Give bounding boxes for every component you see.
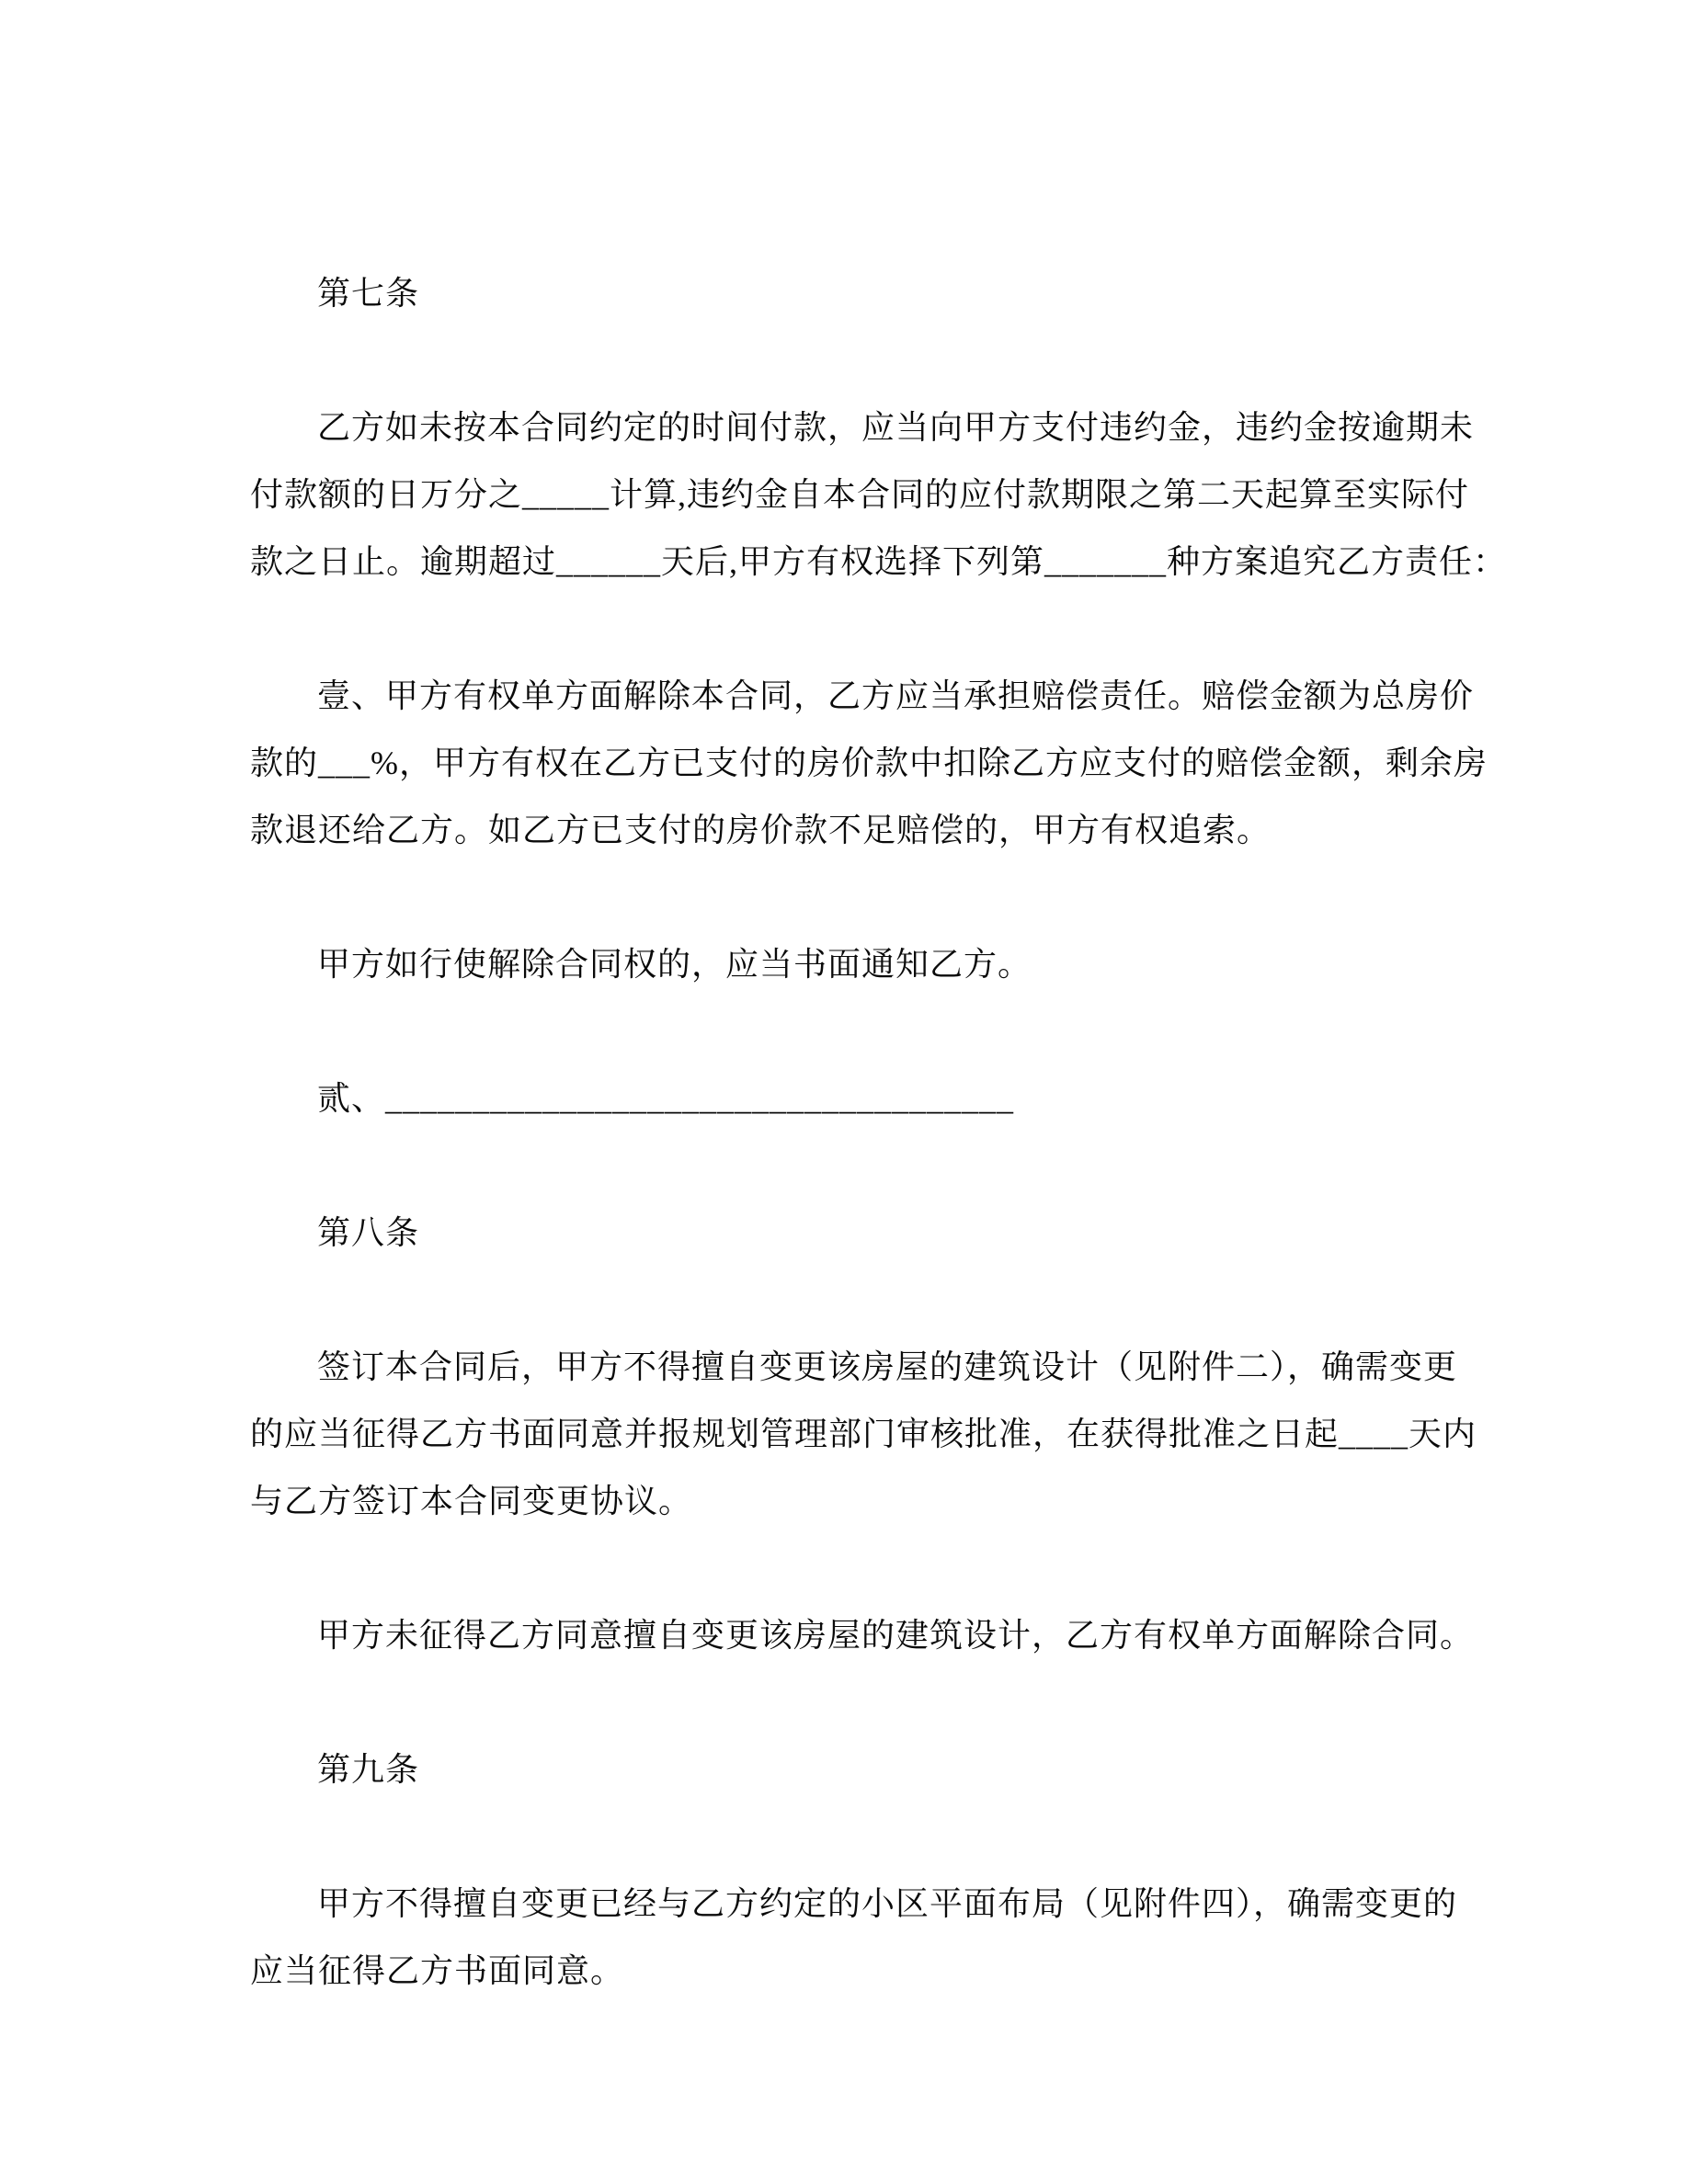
paragraph-line: 乙方如未按本合同约定的时间付款，应当向甲方支付违约金，违约金按逾期未 <box>317 409 1475 446</box>
article-7-notice-paragraph <box>250 931 1454 998</box>
article-8-heading <box>250 1200 1454 1267</box>
paragraph-line: 甲方未征得乙方同意擅自变更该房屋的建筑设计，乙方有权单方面解除合同。 <box>317 1617 1475 1654</box>
paragraph-line: 款退还给乙方。如乙方已支付的房价款不足赔偿的，甲方有权追索。 <box>250 812 1272 848</box>
paragraph-line: 甲方不得擅自变更已经与乙方约定的小区平面布局（见附件四），确需变更的 <box>317 1885 1458 1922</box>
article-8-paragraph-1 <box>250 1334 1477 1535</box>
paragraph-line: 款之日止。逾期超过______天后,甲方有权选择下列第_______种方案追究乙方责任： <box>250 543 1508 580</box>
paragraph-line: 的应当征得乙方书面同意并报规划管理部门审核批准，在获得批准之日起____天内 <box>250 1416 1477 1452</box>
article-9-paragraph-1 <box>250 1871 1458 2005</box>
article-heading-text: 第七条 <box>317 275 420 312</box>
fill-in-blank-line: 贰、____________________________________ <box>317 1080 1014 1117</box>
article-heading-text: 第九条 <box>317 1751 420 1788</box>
article-8-paragraph-2 <box>250 1602 1475 1669</box>
paragraph-line: 付款额的日万分之_____计算,违约金自本合同的应付款期限之第二天起算至实际付 <box>250 476 1470 513</box>
paragraph-line: 应当征得乙方书面同意。 <box>250 1952 625 1989</box>
article-7-heading <box>250 260 1454 327</box>
paragraph-line: 甲方如行使解除合同权的，应当书面通知乙方。 <box>317 946 1032 983</box>
paragraph-line: 与乙方签订本合同变更协议。 <box>250 1483 693 1519</box>
article-7-option-1 <box>250 663 1488 864</box>
paragraph-line: 款的___%，甲方有权在乙方已支付的房价款中扣除乙方应支付的赔偿金额，剩余房 <box>250 745 1488 781</box>
article-9-heading <box>250 1736 1454 1803</box>
paragraph-line: 壹、甲方有权单方面解除本合同，乙方应当承担赔偿责任。赔偿金额为总房价 <box>317 677 1475 714</box>
article-7-paragraph-1 <box>250 394 1508 596</box>
article-heading-text: 第八条 <box>317 1214 420 1251</box>
paragraph-line: 签订本合同后，甲方不得擅自变更该房屋的建筑设计（见附件二），确需变更 <box>317 1348 1458 1385</box>
article-7-option-2-blank <box>250 1065 1454 1132</box>
